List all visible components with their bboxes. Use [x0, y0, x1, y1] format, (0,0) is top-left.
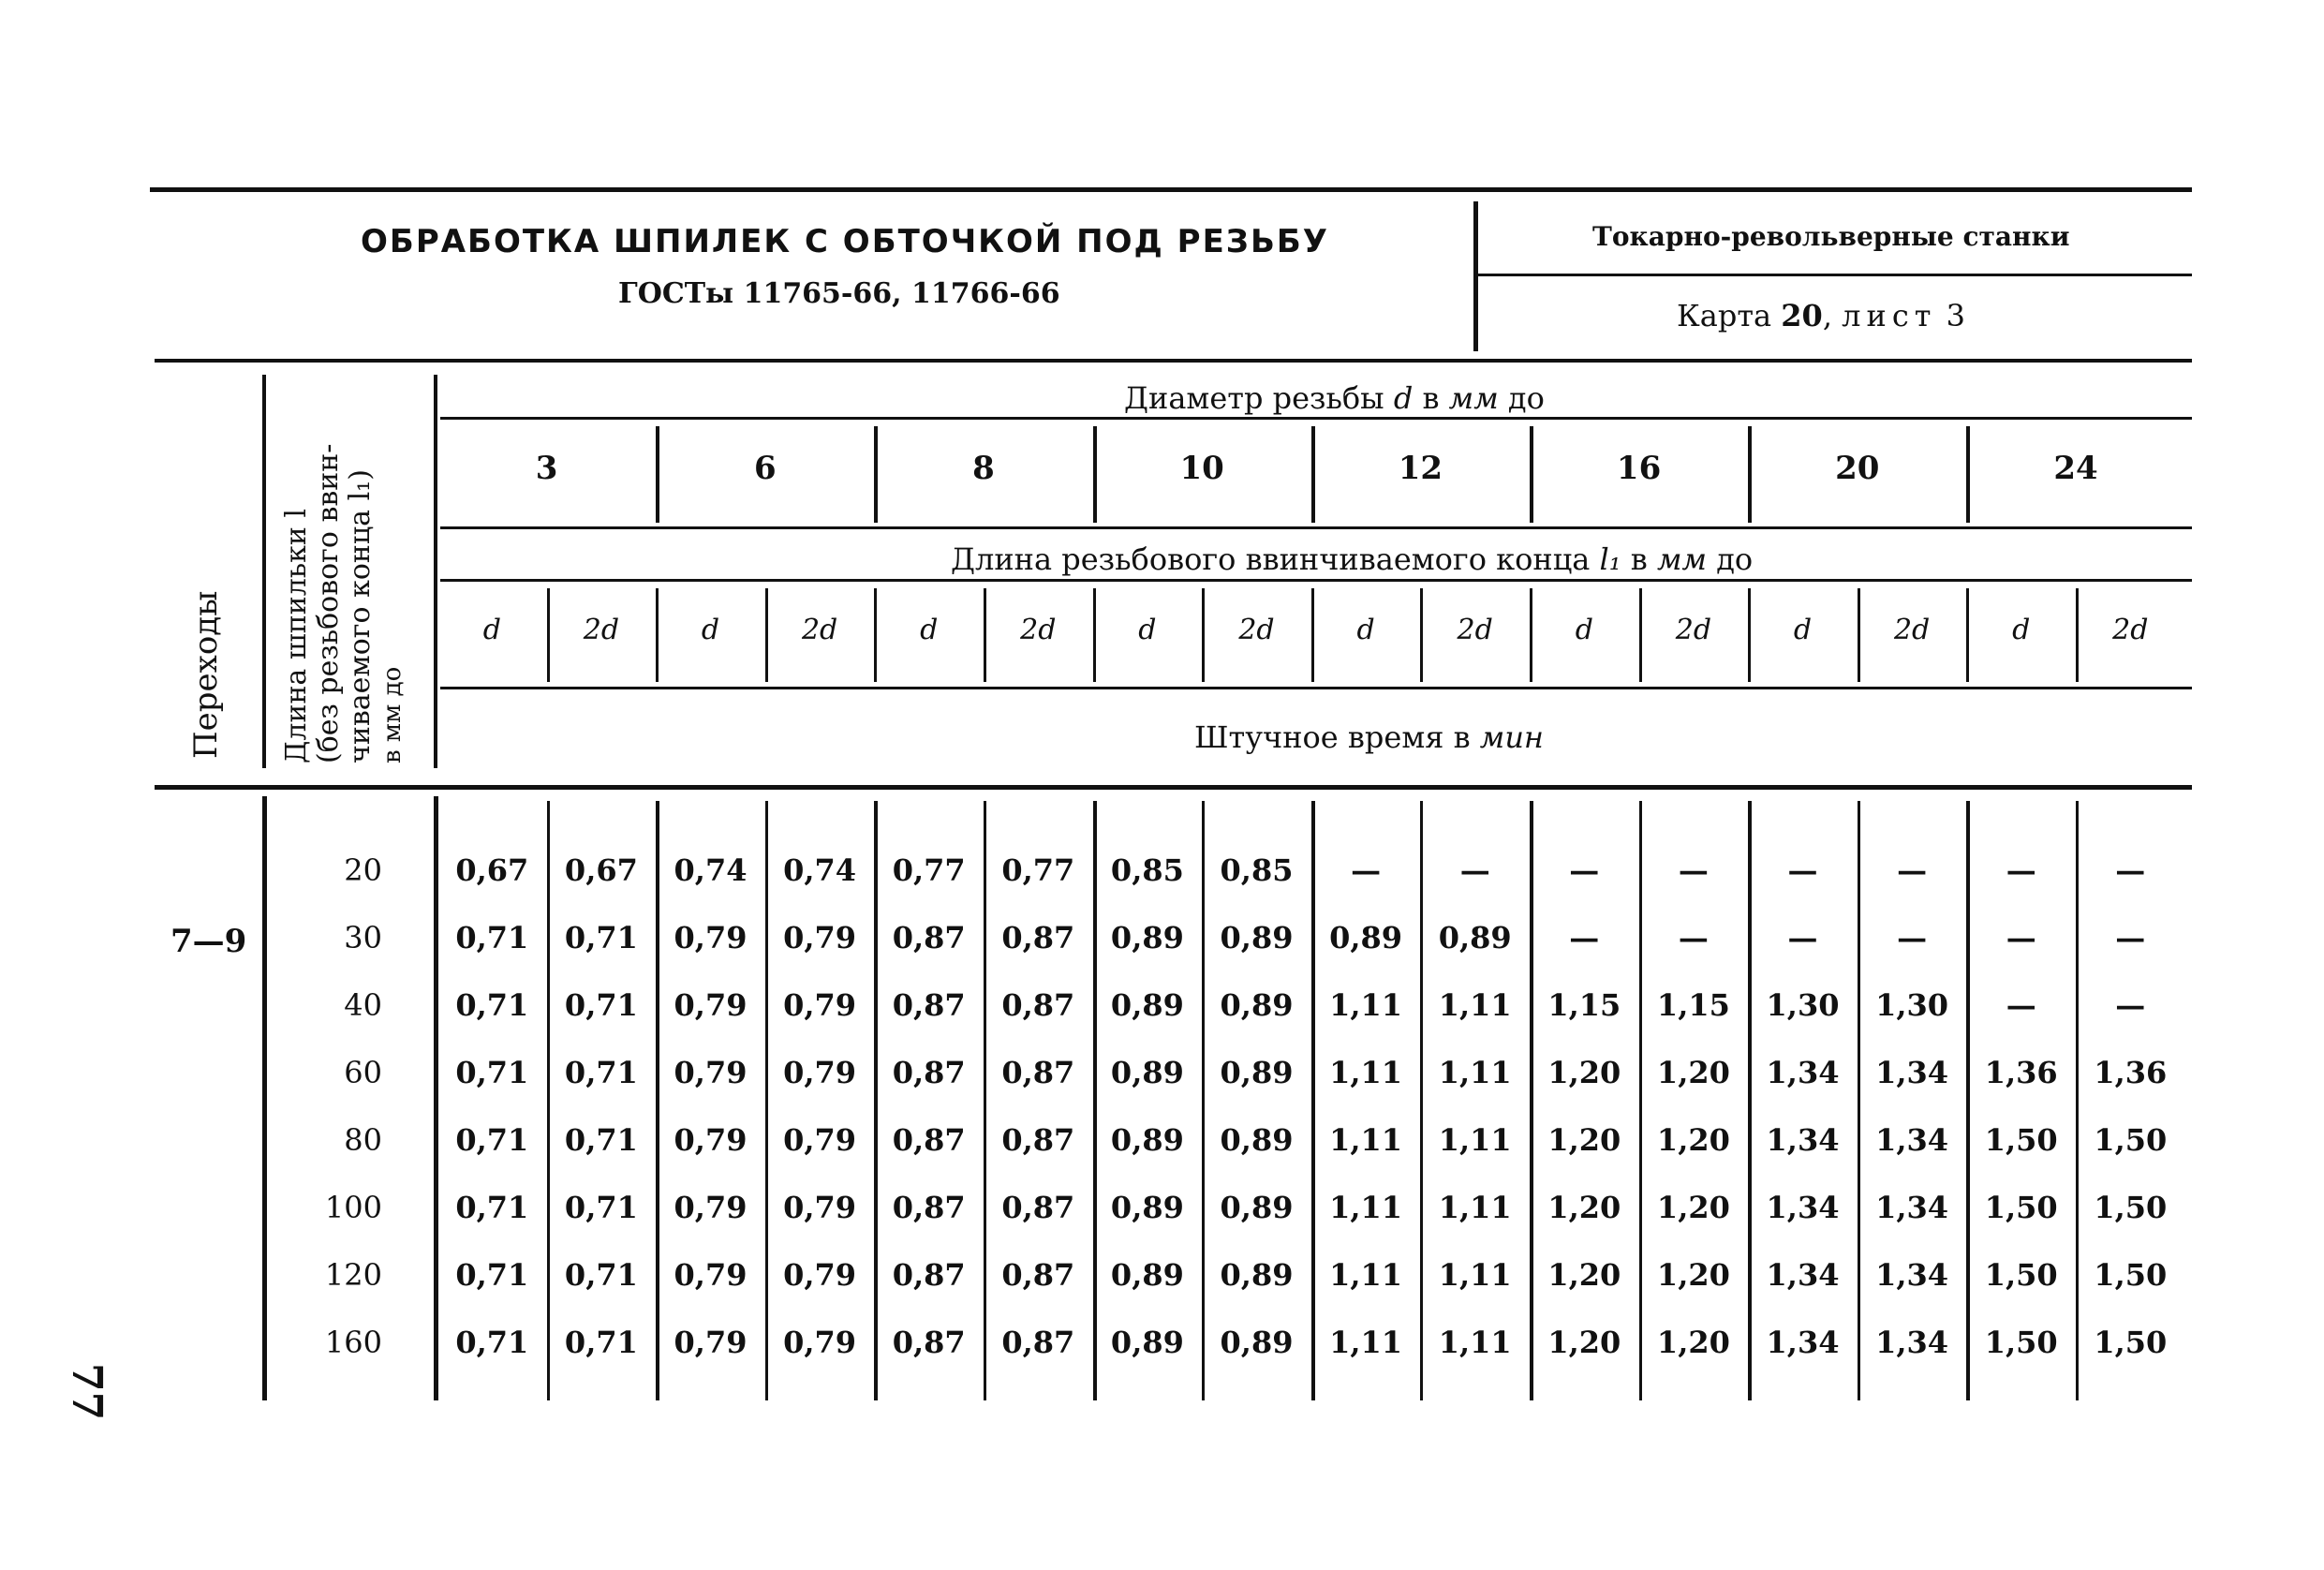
step-label: 7—9	[170, 923, 247, 960]
body-column-divider	[1748, 801, 1752, 1400]
sub-column-divider	[1311, 588, 1314, 682]
header-divider	[1473, 201, 1478, 351]
time-value: 0,79	[783, 1257, 857, 1293]
time-value: 0,87	[892, 1257, 966, 1293]
time-value: 0,87	[1001, 1190, 1075, 1225]
time-value: 1,34	[1766, 1055, 1840, 1090]
time-value: 0,71	[564, 1055, 638, 1090]
time-value: 0,71	[564, 987, 638, 1023]
time-value: 0,89	[1220, 1190, 1294, 1225]
time-value: 1,50	[2094, 1325, 2168, 1360]
body-column-divider	[765, 801, 768, 1400]
time-value: 0,79	[674, 920, 748, 955]
time-value: 1,20	[1547, 1122, 1621, 1158]
diameter-value: 24	[2053, 450, 2098, 487]
sub-column-divider	[1530, 588, 1532, 682]
time-value: 1,11	[1438, 1190, 1512, 1225]
body-column-divider	[1966, 801, 1970, 1400]
time-value: 1,20	[1547, 1190, 1621, 1225]
time-value: 1,34	[1766, 1190, 1840, 1225]
diameter-value: 6	[753, 450, 777, 487]
sub-column-divider	[1858, 588, 1860, 682]
time-value: 0,89	[1220, 920, 1294, 955]
diameter-divider	[656, 426, 659, 523]
body-column-divider	[1202, 801, 1205, 1400]
sub-column-label: d	[2012, 614, 2031, 646]
time-value: 1,11	[1329, 1257, 1403, 1293]
diameter-caption: Диаметр резьбы d в мм до	[1124, 380, 1545, 416]
body-column-divider	[984, 801, 986, 1400]
time-value: 0,67	[455, 852, 529, 888]
time-value: 1,20	[1547, 1257, 1621, 1293]
time-value: 1,20	[1656, 1122, 1730, 1158]
time-value: 1,15	[1547, 987, 1621, 1023]
time-value: 0,87	[892, 1055, 966, 1090]
body-column-divider	[1420, 801, 1423, 1400]
time-value: —	[1787, 852, 1818, 888]
time-value: 1,50	[1984, 1325, 2058, 1360]
length-header-line3: чиваемого конца l₁)	[344, 469, 377, 763]
sub-column-divider	[765, 588, 768, 682]
time-value: 1,36	[2094, 1055, 2168, 1090]
sub-column-divider	[1093, 588, 1096, 682]
end-length-caption: Длина резьбового ввинчиваемого конца l₁ в мм до	[951, 541, 1754, 577]
time-value: 0,67	[564, 852, 638, 888]
time-value: 0,79	[783, 1325, 857, 1360]
sub-column-label: 2d	[583, 614, 620, 646]
sheet-number: 3	[1946, 298, 1965, 333]
time-value: —	[1787, 920, 1818, 955]
time-value: 0,89	[1110, 987, 1184, 1023]
time-value: 1,50	[1984, 1257, 2058, 1293]
diameter-divider	[1311, 426, 1315, 523]
time-value: 0,87	[892, 1190, 966, 1225]
diameter-divider	[1530, 426, 1533, 523]
body-column-divider	[656, 801, 659, 1400]
time-value: —	[2115, 852, 2146, 888]
card-sheet-label: Карта 20, лист 3	[1677, 298, 1965, 333]
time-value: —	[1351, 852, 1382, 888]
time-value: 0,79	[674, 1190, 748, 1225]
time-value: 0,85	[1220, 852, 1294, 888]
time-value: 0,87	[1001, 1055, 1075, 1090]
card-number: 20	[1781, 298, 1823, 333]
time-value: 0,87	[1001, 920, 1075, 955]
sub-column-label: d	[1575, 614, 1593, 646]
time-value: 0,87	[1001, 1122, 1075, 1158]
body-column-divider	[1639, 801, 1642, 1400]
body-column-divider	[547, 801, 550, 1400]
time-value: 1,34	[1766, 1122, 1840, 1158]
time-value: 0,71	[564, 1257, 638, 1293]
time-value: 0,89	[1110, 1257, 1184, 1293]
time-value: 1,34	[1875, 1257, 1949, 1293]
time-value: 1,11	[1438, 1055, 1512, 1090]
time-value: 0,89	[1220, 1325, 1294, 1360]
sub-column-divider	[547, 588, 550, 682]
time-value: —	[1569, 852, 1600, 888]
body-column-divider	[1858, 801, 1860, 1400]
time-value: 1,34	[1875, 1325, 1949, 1360]
body-column-divider	[1093, 801, 1097, 1400]
time-value: 0,71	[455, 1257, 529, 1293]
sub-column-divider	[2076, 588, 2079, 682]
time-value: 0,79	[783, 1190, 857, 1225]
diameter-value: 3	[535, 450, 558, 487]
length-value: 160	[324, 1325, 382, 1360]
card-word: Карта	[1677, 298, 1772, 333]
time-value: 0,87	[892, 1325, 966, 1360]
sub-column-divider	[1966, 588, 1969, 682]
time-value: 1,50	[2094, 1122, 2168, 1158]
length-header-line2: (без резьбового ввин-	[312, 443, 345, 763]
top-rule	[150, 187, 2192, 192]
time-value: 1,11	[1438, 1122, 1512, 1158]
time-value: 1,50	[2094, 1190, 2168, 1225]
time-value: 1,15	[1656, 987, 1730, 1023]
diameter-value: 12	[1398, 450, 1443, 487]
document-title: ОБРАБОТКА ШПИЛЕК С ОБТОЧКОЙ ПОД РЕЗЬБУ	[361, 223, 1329, 260]
length-value: 30	[344, 920, 382, 955]
sub-column-label: 2d	[2112, 614, 2149, 646]
time-value: 0,71	[455, 1055, 529, 1090]
time-value: 0,89	[1220, 987, 1294, 1023]
length-value: 60	[344, 1055, 382, 1090]
time-value: 1,20	[1656, 1190, 1730, 1225]
time-value: 0,85	[1110, 852, 1184, 888]
time-value: —	[1897, 920, 1928, 955]
sub-column-label: d	[920, 614, 939, 646]
time-value: 1,20	[1547, 1055, 1621, 1090]
time-value: 0,87	[892, 920, 966, 955]
time-value: 1,20	[1656, 1257, 1730, 1293]
time-value: 1,20	[1656, 1325, 1730, 1360]
length-header-line4: в мм до	[378, 666, 407, 763]
time-value: 1,30	[1766, 987, 1840, 1023]
length-value: 40	[344, 987, 382, 1023]
time-value: 1,11	[1329, 1122, 1403, 1158]
time-value: —	[2115, 920, 2146, 955]
steps-col-divider-body	[262, 796, 267, 1400]
time-value: 0,89	[1329, 920, 1403, 955]
time-value: 0,71	[455, 1325, 529, 1360]
sub-columns-rule	[440, 687, 2192, 689]
sub-column-label: 2d	[801, 614, 838, 646]
time-value: 0,87	[892, 987, 966, 1023]
steps-col-divider-header	[262, 375, 266, 768]
time-value: 0,79	[783, 1055, 857, 1090]
time-value: —	[2115, 987, 2146, 1023]
sub-column-divider	[1202, 588, 1205, 682]
time-value: 1,11	[1329, 1190, 1403, 1225]
time-value: —	[2006, 852, 2036, 888]
time-value: 0,87	[1001, 1257, 1075, 1293]
time-value: 0,71	[455, 920, 529, 955]
sub-column-divider	[984, 588, 986, 682]
sub-column-divider	[874, 588, 877, 682]
sub-column-label: 2d	[1457, 614, 1493, 646]
sub-column-label: 2d	[1893, 614, 1931, 646]
sub-column-label: d	[1793, 614, 1813, 646]
time-value: —	[1678, 852, 1709, 888]
time-value: —	[1678, 920, 1709, 955]
page-number: 77	[63, 1363, 111, 1421]
time-value: 0,79	[674, 1055, 748, 1090]
time-value: 0,77	[892, 852, 966, 888]
sub-column-label: 2d	[1020, 614, 1057, 646]
diameter-value: 10	[1179, 450, 1224, 487]
time-value: —	[2006, 920, 2036, 955]
time-value: 0,71	[564, 920, 638, 955]
sub-column-label: d	[482, 614, 501, 646]
header-right-rule	[1478, 274, 2192, 276]
sub-column-label: d	[1138, 614, 1157, 646]
time-value: 0,79	[674, 1257, 748, 1293]
time-value: 0,79	[674, 987, 748, 1023]
length-value: 100	[324, 1190, 382, 1225]
time-value: 0,79	[674, 1122, 748, 1158]
length-col-divider-header	[434, 375, 437, 768]
length-value: 120	[324, 1257, 382, 1293]
body-column-divider	[874, 801, 878, 1400]
time-value: 0,89	[1220, 1055, 1294, 1090]
time-value: 0,89	[1220, 1122, 1294, 1158]
time-value: —	[1459, 852, 1490, 888]
time-value: 0,71	[564, 1325, 638, 1360]
sub-column-label: 2d	[1238, 614, 1275, 646]
sub-column-divider	[1420, 588, 1423, 682]
time-value: 1,20	[1656, 1055, 1730, 1090]
time-value: 0,89	[1110, 1325, 1184, 1360]
header-bottom-rule	[155, 359, 2192, 363]
sub-column-divider	[656, 588, 659, 682]
time-value: 1,11	[1329, 1325, 1403, 1360]
time-value: 0,71	[455, 1122, 529, 1158]
time-value: 1,34	[1875, 1055, 1949, 1090]
diameter-divider	[1748, 426, 1752, 523]
body-column-divider	[1530, 801, 1533, 1400]
diameter-divider	[874, 426, 878, 523]
sub-column-label: 2d	[1675, 614, 1712, 646]
diameter-caption-rule	[440, 417, 2192, 420]
time-value: 1,50	[2094, 1257, 2168, 1293]
sub-column-divider	[1639, 588, 1642, 682]
table-header-bottom-rule	[155, 785, 2192, 790]
time-value: 0,89	[1110, 1190, 1184, 1225]
time-value: 0,79	[783, 920, 857, 955]
time-value: 1,34	[1875, 1190, 1949, 1225]
length-column-header	[281, 444, 408, 763]
time-value: —	[1569, 920, 1600, 955]
time-value: 1,11	[1329, 987, 1403, 1023]
time-value: 1,11	[1438, 1325, 1512, 1360]
length-col-divider-body	[434, 796, 438, 1400]
piece-time-caption: Штучное время в мин	[1194, 719, 1544, 755]
time-value: 0,74	[674, 852, 748, 888]
sheet-word: лист	[1842, 298, 1937, 333]
sub-column-divider	[1748, 588, 1751, 682]
time-value: 1,50	[1984, 1190, 2058, 1225]
time-value: 0,71	[564, 1190, 638, 1225]
time-value: 0,87	[892, 1122, 966, 1158]
time-value: 0,87	[1001, 987, 1075, 1023]
time-value: 1,11	[1438, 987, 1512, 1023]
time-value: 0,79	[783, 987, 857, 1023]
time-value: 1,34	[1766, 1325, 1840, 1360]
gost-reference: ГОСТы 11765-66, 11766-66	[618, 277, 1060, 310]
time-value: 1,20	[1547, 1325, 1621, 1360]
length-header-line1: Длина шпильки l	[280, 508, 313, 763]
time-value: 0,89	[1438, 920, 1512, 955]
length-value: 20	[344, 852, 382, 888]
body-column-divider	[2076, 801, 2079, 1400]
time-value: 0,74	[783, 852, 857, 888]
body-column-divider	[1311, 801, 1315, 1400]
time-value: 1,50	[1984, 1122, 2058, 1158]
machine-type: Токарно-револьверные станки	[1592, 221, 2070, 252]
time-value: 0,71	[455, 1190, 529, 1225]
time-value: —	[1897, 852, 1928, 888]
time-value: 0,87	[1001, 1325, 1075, 1360]
sub-column-label: d	[701, 614, 720, 646]
time-value: 1,11	[1438, 1257, 1512, 1293]
length-value: 80	[344, 1122, 382, 1158]
time-value: 0,89	[1220, 1257, 1294, 1293]
time-value: 0,79	[783, 1122, 857, 1158]
time-value: 1,34	[1875, 1122, 1949, 1158]
time-value: 0,77	[1001, 852, 1075, 888]
time-value: 1,36	[1984, 1055, 2058, 1090]
time-value: 0,71	[455, 987, 529, 1023]
diameter-divider	[1966, 426, 1970, 523]
sub-column-label: d	[1356, 614, 1375, 646]
time-value: 1,34	[1766, 1257, 1840, 1293]
diameter-value: 8	[972, 450, 995, 487]
diameter-divider	[1093, 426, 1097, 523]
time-value: —	[2006, 987, 2036, 1023]
steps-column-header: Переходы	[187, 590, 225, 759]
time-value: 1,11	[1329, 1055, 1403, 1090]
time-value: 0,89	[1110, 1055, 1184, 1090]
time-value: 0,79	[674, 1325, 748, 1360]
end-length-caption-rule	[440, 579, 2192, 582]
diameter-row-rule	[440, 526, 2192, 529]
diameter-value: 16	[1616, 450, 1662, 487]
time-value: 1,30	[1875, 987, 1949, 1023]
time-value: 0,89	[1110, 920, 1184, 955]
diameter-value: 20	[1835, 450, 1880, 487]
time-value: 0,89	[1110, 1122, 1184, 1158]
time-value: 0,71	[564, 1122, 638, 1158]
